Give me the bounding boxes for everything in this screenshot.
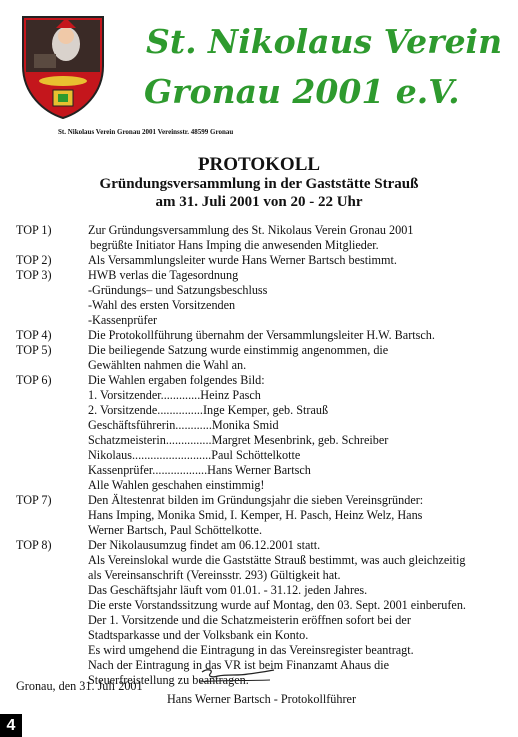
club-crest-logo <box>20 14 106 120</box>
page-number: 4 <box>0 714 22 737</box>
protocol-row <box>0 328 518 343</box>
club-address: St. Nikolaus Verein Gronau 2001 Vereinsstr. 48599 Gronau <box>58 128 234 136</box>
protocol-text: Das Geschäftsjahr läuft vom 01.01. - 31.12. jeden Jahres. <box>88 583 368 597</box>
protocol-text: Stadtsparkasse und der Volksbank ein Konto. <box>88 628 309 642</box>
protocol-row <box>0 313 518 328</box>
place-date: Gronau, den 31. Juli 2001 <box>16 679 143 693</box>
protocol-row <box>0 628 518 643</box>
top-label: TOP 5) <box>16 343 52 357</box>
protocol-row <box>0 568 518 583</box>
protocol-row <box>0 298 518 313</box>
protocol-row <box>0 583 518 598</box>
protocol-row <box>0 613 518 628</box>
protocol-text: Zur Gründungsversammlung des St. Nikolaus Verein Gronau 2001 <box>88 223 414 237</box>
protocol-text: Der Nikolausumzug findet am 06.12.2001 statt. <box>88 538 321 552</box>
protocol-body <box>0 223 518 688</box>
protocol-row <box>0 448 518 463</box>
protocol-text: Geschäftsführerin............Monika Smid <box>88 418 279 432</box>
protocol-row <box>0 418 518 433</box>
protocol-text: Die erste Vorstandssitzung wurde auf Montag, den 03. Sept. 2001 einberufen. <box>88 598 466 612</box>
protocol-text: Nach der Eintragung in das VR ist beim Finanzamt Ahaus die <box>88 658 390 672</box>
top-label: TOP 3) <box>16 268 52 282</box>
top-label: TOP 2) <box>16 253 52 267</box>
protocol-text: Die Protokollführung übernahm der Versammlungsleiter H.W. Bartsch. <box>88 328 435 342</box>
protocol-text: Den Ältestenrat bilden im Gründungsjahr die sieben Vereinsgründer: <box>88 493 424 507</box>
protocol-row <box>0 253 518 268</box>
protocol-text: Die Wahlen ergaben folgendes Bild: <box>88 373 265 387</box>
protocol-text: Es wird umgehend die Eintragung in das Vereinsregister beantragt. <box>88 643 414 657</box>
protocol-row <box>0 553 518 568</box>
protocol-row <box>0 478 518 493</box>
protocol-row <box>0 538 518 553</box>
protocol-row <box>0 643 518 658</box>
protocol-text: -Wahl des ersten Vorsitzenden <box>88 298 236 312</box>
protocol-row <box>0 403 518 418</box>
protocol-row <box>0 493 518 508</box>
signature-image <box>198 664 278 690</box>
protocol-row <box>0 358 518 373</box>
top-label: TOP 7) <box>16 493 52 507</box>
protocol-row <box>0 388 518 403</box>
protocol-text: begrüßte Initiator Hans Imping die anwesenden Mitglieder. <box>90 238 379 252</box>
protocol-row <box>0 223 518 238</box>
protocol-text: Die beiliegende Satzung wurde einstimmig angenommen, die <box>88 343 389 357</box>
protocol-row <box>0 238 518 253</box>
protocol-row <box>0 283 518 298</box>
protocol-row <box>0 523 518 538</box>
protocol-text: Gewählten nahmen die Wahl an. <box>88 358 247 372</box>
protocol-text: Nikolaus..........................Paul Schöttelkotte <box>88 448 301 462</box>
protocol-text: Steuerfreistellung zu beantragen. <box>88 673 249 687</box>
protocol-text: Als Vereinslokal wurde die Gaststätte Strauß bestimmt, was auch gleichzeitig <box>88 553 466 567</box>
protocol-text: -Gründungs– und Satzungsbeschluss <box>88 283 268 297</box>
protocol-text: als Vereinsanschrift (Vereinsstr. 293) Gültigkeit hat. <box>88 568 341 582</box>
document-subtitle: Gründungsversammlung in der Gaststätte Strauß <box>99 176 419 192</box>
top-label: TOP 8) <box>16 538 52 552</box>
protocol-text: 1. Vorsitzender.............Heinz Pasch <box>88 388 261 402</box>
protocol-row <box>0 598 518 613</box>
protocol-row <box>0 508 518 523</box>
club-name-line1: St. Nikolaus Verein <box>146 22 503 61</box>
protocol-text: Schatzmeisterin...............Margret Mesenbrink, geb. Schreiber <box>88 433 389 447</box>
protocol-text: Als Versammlungsleiter wurde Hans Werner Bartsch bestimmt. <box>88 253 397 267</box>
protocol-text: Der 1. Vorsitzende und die Schatzmeisterin eröffnen sofort bei der <box>88 613 411 627</box>
protocol-row <box>0 463 518 478</box>
protocol-text: -Kassenprüfer <box>88 313 158 327</box>
protocol-text: Kassenprüfer..................Hans Werner Bartsch <box>88 463 311 477</box>
protocol-row <box>0 433 518 448</box>
top-label: TOP 1) <box>16 223 52 237</box>
protocol-row <box>0 373 518 388</box>
club-name-line2: Gronau 2001 e.V. <box>144 72 460 111</box>
document-title: PROTOKOLL <box>197 154 321 175</box>
protocol-text: 2. Vorsitzende...............Inge Kemper, geb. Strauß <box>88 403 329 417</box>
document-date-line: am 31. Juli 2001 von 20 - 22 Uhr <box>155 194 363 210</box>
protocol-row <box>0 268 518 283</box>
protocol-row <box>0 343 518 358</box>
signer-name: Hans Werner Bartsch - Protokollführer <box>167 692 357 706</box>
protocol-text: Werner Bartsch, Paul Schöttelkotte. <box>88 523 262 537</box>
protocol-text: HWB verlas die Tagesordnung <box>88 268 239 282</box>
top-label: TOP 6) <box>16 373 52 387</box>
protocol-text: Hans Imping, Monika Smid, I. Kemper, H. Pasch, Heinz Welz, Hans <box>88 508 423 522</box>
top-label: TOP 4) <box>16 328 52 342</box>
protocol-text: Alle Wahlen geschahen einstimmig! <box>88 478 265 492</box>
